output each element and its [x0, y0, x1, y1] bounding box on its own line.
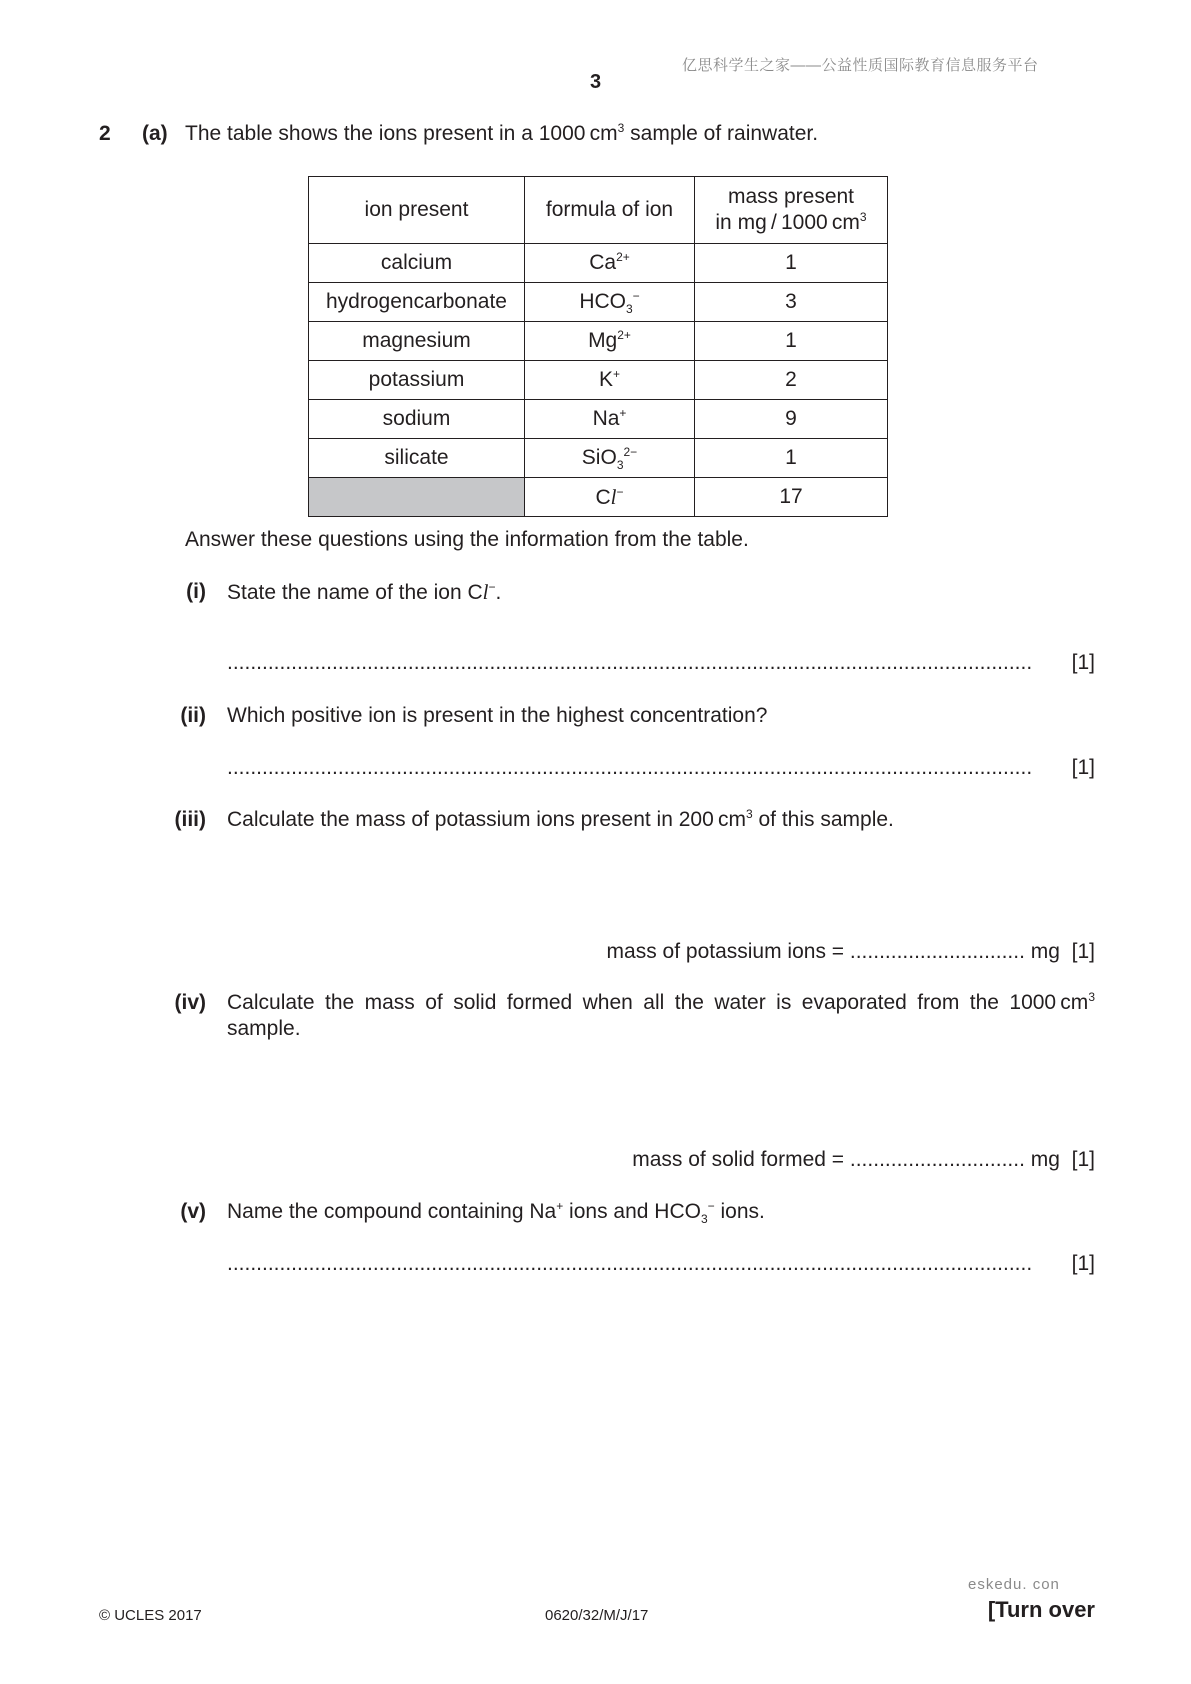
cell-mass: 2 [695, 361, 888, 400]
cell-ion: sodium [309, 400, 525, 439]
answer-line-i[interactable] [227, 651, 1095, 675]
part-v-question: Name the compound containing Na+ ions and $HCO_3^-$ ions. [227, 1199, 765, 1227]
cell-mass: 9 [695, 400, 888, 439]
cell-mass: 1 [695, 439, 888, 478]
cell-formula: $Mg^{2+}$ [525, 322, 695, 361]
cell-ion: hydrogencarbonate [309, 283, 525, 322]
copyright: © UCLES 2017 [99, 1607, 202, 1624]
cell-formula: K+ [525, 361, 695, 400]
part-v-label: (v) [180, 1200, 206, 1223]
marks-ii: [1] [1071, 756, 1095, 779]
table-row [309, 400, 888, 439]
turn-over: [Turn over [987, 1597, 1095, 1622]
cell-formula: SiO$_3^{2-}$ [525, 439, 695, 478]
part-iv-question: Calculate the mass of solid formed when all the water is evaporated from the 1000 $cm^3$ [227, 990, 1095, 1014]
header-ion: ion present [309, 177, 525, 244]
cell-formula: Cl− [525, 478, 695, 517]
answer-line-v[interactable] [227, 1252, 1095, 1276]
paper-code: 0620/32/M/J/17 [545, 1607, 649, 1624]
watermark-bottom: eskedu. con [968, 1576, 1060, 1593]
instruction: Answer these questions using the information from the table. [185, 528, 749, 551]
answer-line-iv[interactable]: mass of solid formed = .............................. mg [1] [632, 1148, 1095, 1171]
page-number: 3 [589, 71, 602, 93]
marks-v: [1] [1071, 1252, 1095, 1275]
cell-ion: potassium [309, 361, 525, 400]
answer-dots: .......................................................................................................................................... [227, 651, 1033, 674]
answer-line-iii[interactable]: mass of potassium ions = .............................. mg [1] [606, 940, 1095, 963]
cell-ion: magnesium [309, 322, 525, 361]
part-i-question: State the name of the ion Cl−. [227, 580, 502, 604]
header-mass: mass present in mg / 1000 $cm^3$ [695, 177, 888, 244]
ions-table [308, 176, 888, 517]
cell-mass: 17 [695, 478, 888, 517]
cell-formula: $Ca^{2+}$ [525, 244, 695, 283]
cell-mass: 1 [695, 322, 888, 361]
part-iv-label: (iv) [174, 991, 206, 1014]
marks-iii: [1] [1071, 940, 1095, 963]
part-ii-question: Which positive ion is present in the highest concentration? [227, 704, 768, 727]
question-number: 2 [99, 122, 111, 145]
watermark-top: 亿思科学生之家——公益性质国际教育信息服务平台 [682, 57, 1039, 74]
marks-i: [1] [1071, 651, 1095, 674]
part-ii-label: (ii) [180, 704, 206, 727]
cell-mass: 1 [695, 244, 888, 283]
part-iii-label: (iii) [174, 808, 206, 831]
table-row [309, 244, 888, 283]
cell-mass: 3 [695, 283, 888, 322]
table-row [309, 283, 888, 322]
part-iv-question-line2: sample. [227, 1017, 301, 1040]
header-formula: formula of ion [525, 177, 695, 244]
table-header-row [309, 177, 888, 244]
question-intro: The table shows the ions present in a 1000 $cm^3$ sample of rainwater. [185, 121, 819, 145]
cell-ion: calcium [309, 244, 525, 283]
cell-ion: silicate [309, 439, 525, 478]
cell-formula: Na+ [525, 400, 695, 439]
table-row [309, 478, 888, 517]
question-part: (a) [142, 122, 168, 145]
part-iii-question: Calculate the mass of potassium ions present in 200 $cm^3$ of this sample. [227, 807, 894, 831]
table-row [309, 439, 888, 478]
answer-line-ii[interactable] [227, 756, 1095, 780]
answer-dots: .............................. [849, 940, 1025, 963]
part-i-label: (i) [186, 580, 206, 603]
table-row [309, 361, 888, 400]
answer-dots: .......................................................................................................................................... [227, 756, 1033, 779]
answer-dots: .............................. [849, 1148, 1025, 1171]
marks-iv: [1] [1071, 1148, 1095, 1171]
cell-formula: $HCO_3^-$ [525, 283, 695, 322]
cell-ion [309, 478, 525, 517]
answer-dots: .......................................................................................................................................... [227, 1252, 1033, 1275]
table-row [309, 322, 888, 361]
